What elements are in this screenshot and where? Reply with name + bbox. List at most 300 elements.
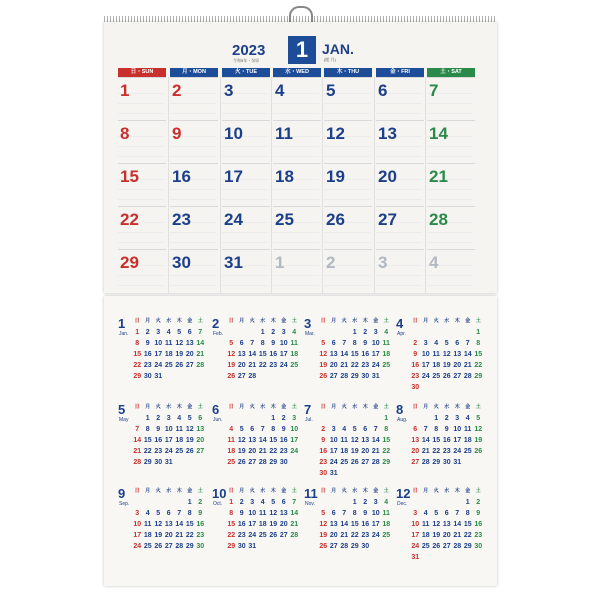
month-number-badge: 1 [288,36,316,64]
mini-day: 1 [352,329,357,336]
day-number: 6 [378,81,388,100]
writing-line [222,156,268,157]
mini-day: 11 [432,351,440,358]
writing-line [324,242,370,243]
mini-day: 6 [166,510,171,517]
mini-month-grid [132,316,206,382]
mini-day: 20 [442,532,451,539]
mini-day: 30 [474,543,483,550]
writing-line [324,156,370,157]
mini-day: 10 [133,521,142,528]
mini-day: 19 [269,521,278,528]
mini-day: 17 [154,351,163,358]
mini-day: 30 [361,373,370,380]
mini-month-name: Dec. [397,501,408,507]
mini-day: 27 [279,532,288,539]
mini-day: 19 [237,448,246,455]
day-cell[interactable] [118,249,166,292]
writing-line [273,189,319,190]
day-cell[interactable] [170,77,218,120]
mini-day: 16 [143,351,152,358]
day-cell[interactable] [170,163,218,206]
mini-day: 14 [371,437,380,444]
day-cell[interactable] [376,120,424,163]
mini-day: 28 [340,373,349,380]
column-divider [374,77,375,293]
day-cell[interactable] [222,120,270,163]
mini-day: 20 [164,532,173,539]
mini-month-name: Jul. [305,417,313,423]
day-cell[interactable] [118,206,166,249]
mini-day: 21 [175,532,184,539]
mini-weekday-label: 火 [155,404,161,410]
mini-day: 21 [290,521,299,528]
mini-month [396,486,484,574]
mini-weekday-label: 木 [176,404,182,410]
mini-weekday-label: 月 [331,488,337,494]
day-number: 23 [172,210,191,229]
mini-weekday-label: 金 [373,488,379,494]
mini-day: 26 [350,459,359,466]
day-number: 22 [120,210,139,229]
mini-weekday-label: 土 [383,488,389,494]
day-cell[interactable] [427,249,475,292]
mini-day: 15 [432,437,441,444]
mini-day: 20 [185,351,194,358]
mini-day: 31 [248,543,257,550]
mini-weekday-label: 水 [260,404,266,410]
mini-day: 5 [271,499,276,506]
mini-day: 22 [227,532,236,539]
mini-day: 17 [371,521,380,528]
mini-day: 7 [342,510,347,517]
writing-line [118,242,164,243]
mini-day: 4 [423,510,428,517]
mini-month [304,486,392,574]
mini-day: 24 [371,532,380,539]
day-cell[interactable] [376,206,424,249]
mini-day: 1 [434,415,439,422]
mini-day: 11 [422,521,430,528]
day-cell[interactable] [376,77,424,120]
mini-day: 24 [329,459,338,466]
mini-day: 21 [421,448,430,455]
writing-line [118,285,164,286]
mini-day: 3 [292,415,297,422]
mini-day: 11 [227,437,235,444]
day-cell[interactable] [118,120,166,163]
mini-day: 15 [185,521,194,528]
weekday-label: 火・TUE [222,68,270,77]
mini-day: 28 [421,459,430,466]
day-cell[interactable] [273,163,321,206]
mini-day: 10 [421,351,430,358]
day-cell[interactable] [222,77,270,120]
mini-day: 10 [371,340,380,347]
mini-day: 21 [340,532,349,539]
column-divider [220,77,221,293]
mini-day: 8 [434,426,439,433]
mini-weekday-label: 日 [134,404,140,410]
writing-line [376,113,422,114]
mini-weekday-label: 金 [281,404,287,410]
day-number: 16 [172,167,191,186]
mini-day: 19 [319,532,328,539]
mini-day: 20 [248,448,257,455]
mini-month-number: 10 [212,486,227,501]
day-number: 3 [224,81,234,100]
writing-line [427,285,473,286]
writing-line [376,146,422,147]
mini-day: 7 [455,510,460,517]
mini-weekday-label: 土 [197,488,203,494]
mini-day: 26 [154,543,163,550]
mini-month-name: Nov. [305,501,315,507]
day-cell[interactable] [324,77,372,120]
mini-day: 14 [175,521,184,528]
mini-day: 14 [340,521,349,528]
mini-day: 9 [271,340,276,347]
mini-day: 7 [177,510,182,517]
mini-day: 20 [361,448,370,455]
mini-weekday-label: 日 [320,404,326,410]
mini-day: 20 [329,532,338,539]
mini-day: 16 [279,437,288,444]
mini-weekday-label: 日 [320,488,326,494]
mini-day: 25 [175,448,184,455]
mini-weekday-label: 月 [239,488,245,494]
mini-day: 28 [463,373,472,380]
mini-weekday-label: 火 [341,404,347,410]
mini-weekday-label: 水 [166,488,172,494]
day-cell[interactable] [118,163,166,206]
mini-month [118,486,206,574]
mini-day: 12 [319,351,328,358]
mini-day: 22 [463,532,472,539]
mini-day: 17 [290,437,299,444]
mini-day: 5 [187,415,192,422]
mini-day: 10 [248,510,257,517]
mini-day: 3 [250,499,255,506]
writing-line [222,113,268,114]
mini-day: 6 [363,426,368,433]
mini-day: 18 [290,351,299,358]
mini-day: 8 [229,510,234,517]
mini-weekday-label: 木 [270,488,276,494]
writing-line [427,146,473,147]
day-cell[interactable] [273,249,321,292]
mini-day: 10 [290,426,299,433]
mini-day: 23 [361,362,370,369]
mini-day: 23 [237,532,246,539]
mini-day: 7 [342,340,347,347]
mini-day: 12 [154,521,163,528]
day-cell[interactable] [324,249,372,292]
mini-weekday-label: 火 [433,404,439,410]
mini-day: 12 [185,426,194,433]
mini-day: 11 [464,426,472,433]
mini-day: 7 [423,426,428,433]
mini-day: 12 [442,351,451,358]
mini-day: 2 [363,499,368,506]
mini-day: 21 [248,362,257,369]
writing-line [222,242,268,243]
mini-day: 12 [474,426,483,433]
mini-day: 6 [239,340,244,347]
weekday-label: 土・SAT [427,68,475,77]
mini-day: 11 [290,340,298,347]
mini-day: 9 [156,426,161,433]
mini-day: 28 [175,543,184,550]
mini-weekday-label: 水 [260,318,266,324]
mini-day: 29 [350,373,359,380]
day-cell[interactable] [376,249,424,292]
mini-day: 9 [444,426,449,433]
mini-day: 1 [476,329,481,336]
mini-day: 6 [331,340,336,347]
mini-day: 9 [476,510,481,517]
mini-day: 13 [279,510,288,517]
day-number: 13 [378,124,397,143]
mini-day: 31 [164,459,173,466]
mini-day: 25 [421,543,430,550]
mini-weekday-label: 月 [423,404,429,410]
mini-weekday-label: 月 [239,318,245,324]
day-cell[interactable] [170,249,218,292]
mini-weekday-label: 金 [281,488,287,494]
mini-weekday-label: 水 [444,404,450,410]
mini-day: 2 [271,329,276,336]
mini-month-name: Oct. [213,501,223,507]
mini-day: 19 [442,362,451,369]
mini-day: 2 [444,415,449,422]
day-cell[interactable] [222,163,270,206]
mini-weekday-label: 火 [249,318,255,324]
mini-weekday-label: 土 [475,488,481,494]
mini-day: 27 [237,373,246,380]
day-number: 17 [224,167,243,186]
mini-month-grid [410,316,484,393]
mini-day: 3 [455,415,460,422]
writing-line [427,275,473,276]
day-number: 7 [429,81,439,100]
mini-day: 25 [340,459,349,466]
mini-day: 23 [154,448,163,455]
mini-day: 22 [133,362,142,369]
mini-day: 24 [371,362,380,369]
writing-line [118,113,164,114]
mini-day: 28 [340,543,349,550]
mini-day: 13 [185,340,194,347]
mini-day: 4 [229,426,234,433]
mini-day: 8 [465,510,470,517]
mini-day: 20 [279,521,288,528]
mini-weekday-label: 土 [475,318,481,324]
day-number: 1 [275,253,285,272]
writing-line [376,275,422,276]
mini-day: 31 [453,459,462,466]
mini-weekday-label: 火 [341,488,347,494]
day-number: 15 [120,167,139,186]
day-cell[interactable] [427,120,475,163]
mini-day: 5 [321,340,326,347]
mini-day: 14 [463,351,472,358]
mini-day: 23 [269,362,278,369]
mini-day: 13 [196,426,205,433]
mini-weekday-label: 火 [433,318,439,324]
day-cell[interactable] [170,120,218,163]
writing-line [376,232,422,233]
mini-day: 6 [444,510,449,517]
mini-day: 3 [373,329,378,336]
writing-line [222,146,268,147]
era-label: 令和5年・癸卯 [233,58,260,63]
mini-day: 22 [350,362,359,369]
mini-weekday-label: 月 [423,488,429,494]
mini-day: 31 [411,554,420,561]
mini-day: 15 [143,437,152,444]
mini-day: 5 [239,426,244,433]
day-cell[interactable] [273,206,321,249]
mini-day: 25 [290,362,299,369]
mini-weekday-label: 火 [249,488,255,494]
mini-day: 9 [145,340,150,347]
mini-day: 19 [350,448,359,455]
mini-day: 12 [237,437,246,444]
mini-weekday-label: 火 [155,488,161,494]
day-number: 31 [224,253,243,272]
mini-day: 13 [329,351,338,358]
mini-weekday-label: 土 [291,318,297,324]
day-cell[interactable] [427,206,475,249]
mini-day: 12 [269,510,278,517]
mini-day: 27 [453,373,462,380]
mini-day: 10 [154,340,163,347]
mini-day: 13 [442,521,451,528]
day-number: 11 [275,124,293,143]
weekday-label: 金・FRI [376,68,424,77]
mini-day: 21 [463,362,472,369]
mini-day: 19 [175,351,184,358]
mini-day: 15 [227,521,236,528]
day-cell[interactable] [170,206,218,249]
mini-day: 5 [177,329,182,336]
day-cell[interactable] [324,120,372,163]
writing-line [222,232,268,233]
mini-month-grid [226,316,300,382]
day-cell[interactable] [324,206,372,249]
mini-day: 23 [143,362,152,369]
mini-day: 8 [352,340,357,347]
mini-day: 23 [319,459,328,466]
mini-month-number: 6 [212,402,220,417]
mini-day: 20 [329,362,338,369]
day-cell[interactable] [273,77,321,120]
mini-day: 28 [453,543,462,550]
mini-day: 21 [258,448,267,455]
mini-day: 18 [382,521,391,528]
mini-day: 29 [269,459,278,466]
mini-day: 30 [361,543,370,550]
mini-day: 16 [361,521,370,528]
mini-day: 18 [432,362,441,369]
mini-day: 10 [329,437,338,444]
mini-weekday-label: 土 [197,404,203,410]
day-cell[interactable] [427,163,475,206]
day-number: 30 [172,253,191,272]
mini-month [118,402,206,490]
mini-month-number: 9 [118,486,126,501]
writing-line [376,285,422,286]
mini-day: 6 [331,510,336,517]
mini-day: 26 [237,459,246,466]
day-number: 4 [429,253,439,272]
day-cell[interactable] [273,120,321,163]
mini-day: 19 [154,532,163,539]
mini-weekday-label: 火 [249,404,255,410]
mini-weekday-label: 土 [197,318,203,324]
day-cell[interactable] [324,163,372,206]
mini-day: 22 [269,448,278,455]
mini-day: 4 [177,415,182,422]
mini-day: 4 [342,426,347,433]
mini-day: 24 [133,543,142,550]
mini-month-grid [318,486,392,552]
mini-day: 27 [329,543,338,550]
day-number: 2 [326,253,336,272]
day-number: 20 [378,167,397,186]
year-label: 2023 [232,42,266,59]
mini-weekday-label: 日 [412,318,418,324]
mini-weekday-label: 水 [166,404,172,410]
mini-weekday-label: 土 [475,404,481,410]
mini-month [212,402,300,490]
mini-day: 26 [474,448,483,455]
day-number: 26 [326,210,345,229]
mini-day: 9 [239,510,244,517]
mini-day: 7 [250,340,255,347]
day-cell[interactable] [427,77,475,120]
day-cell[interactable] [222,206,270,249]
mini-weekday-label: 金 [187,488,193,494]
mini-day: 14 [133,437,142,444]
mini-day: 5 [434,510,439,517]
writing-line [118,146,164,147]
mini-day: 11 [165,340,173,347]
mini-day: 22 [143,448,152,455]
day-cell[interactable] [376,163,424,206]
day-number: 9 [172,124,182,143]
writing-line [170,242,216,243]
mini-day: 17 [421,362,430,369]
mini-day: 9 [363,510,368,517]
mini-day: 18 [143,532,152,539]
mini-day: 5 [156,510,161,517]
mini-day: 23 [411,373,420,380]
mini-day: 5 [352,426,357,433]
writing-line [324,113,370,114]
day-cell[interactable] [222,249,270,292]
writing-line [273,156,319,157]
day-cell[interactable] [118,77,166,120]
writing-line [427,242,473,243]
mini-day: 16 [474,521,483,528]
mini-month-grid [318,402,392,479]
writing-line [118,156,164,157]
mini-weekday-label: 金 [465,318,471,324]
mini-day: 2 [156,415,161,422]
mini-month-name: Jun. [213,417,223,423]
